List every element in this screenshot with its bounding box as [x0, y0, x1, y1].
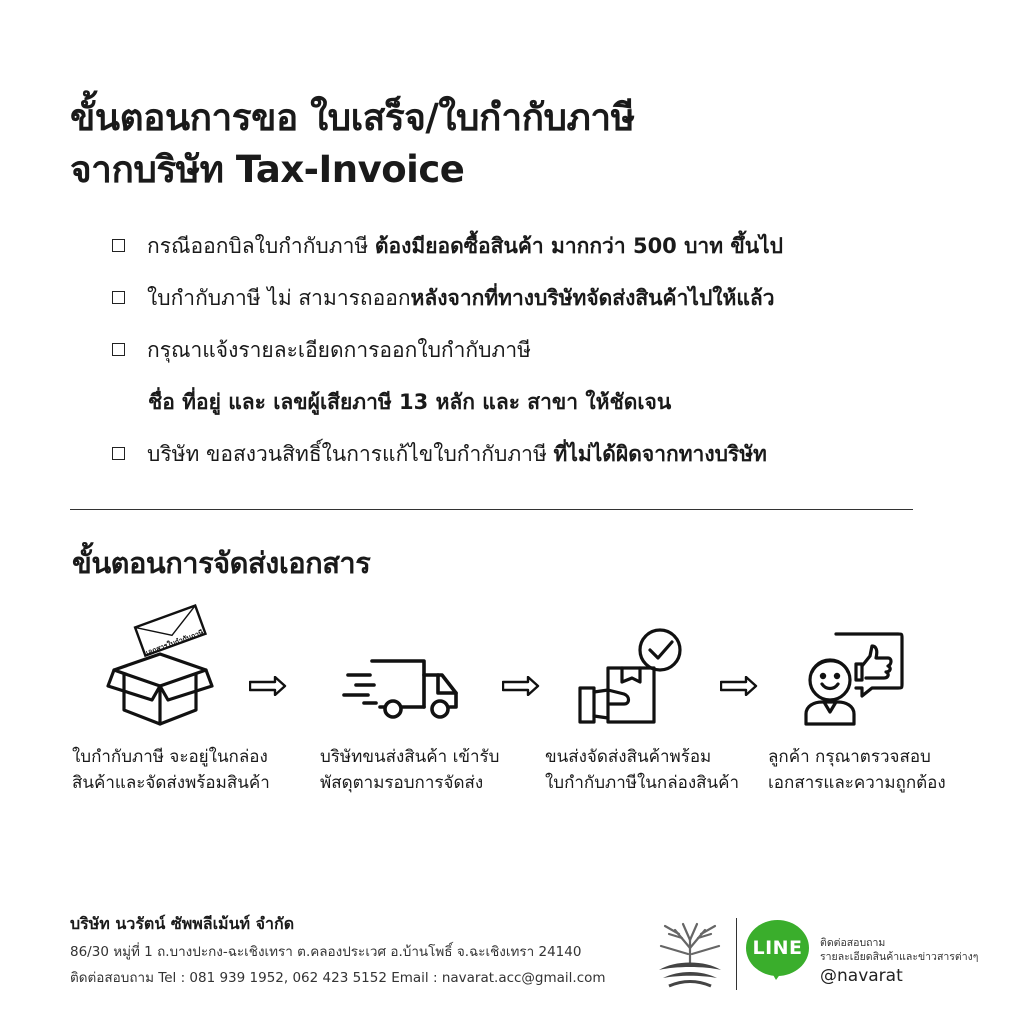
checkbox-square-icon: [112, 291, 125, 304]
list-item: กรุณาแจ้งรายละเอียดการออกใบกำกับภาษี: [112, 336, 992, 364]
arrow-right-icon: [249, 676, 287, 696]
step-4-caption: ลูกค้า กรุณาตรวจสอบ เอกสารและความถูกต้อง: [768, 747, 946, 793]
conditions-list: [112, 226, 992, 468]
hand-box-check-icon: [578, 626, 684, 726]
footer-separator: [736, 918, 737, 990]
checkbox-square-icon: [112, 343, 125, 356]
delivery-truck-icon: [340, 655, 462, 723]
open-box-with-envelope-icon: [104, 600, 216, 726]
list-item: ใบกำกับภาษี ไม่ สามารถออกหลังจากที่ทางบริษัทจัดส่งสินค้าไปให้แล้ว: [112, 284, 992, 312]
company-address: 86/30 หมู่ที่ 1 ถ.บางปะกง-ฉะเชิงเทรา ต.คลองประเวศ อ.บ้านโพธิ์ จ.ฉะเชิงเทรา 24140: [70, 944, 582, 960]
page-title: [70, 92, 635, 196]
section-title: ขั้นตอนการจัดส่งเอกสาร: [72, 546, 371, 580]
divider: [70, 509, 913, 510]
company-name: บริษัท นวรัตน์ ซัพพลีเม้นท์ จำกัด: [70, 914, 295, 933]
line-logo-tail: [768, 966, 786, 980]
list-item: บริษัท ขอสงวนสิทธิ์ในการแก้ไขใบกำกับภาษี ที่ไม่ได้ผิดจากทางบริษัท: [112, 440, 992, 468]
tree-logo-icon: [655, 918, 725, 990]
line-contact-label: ติดต่อสอบถาม: [820, 937, 886, 949]
arrow-right-icon: [502, 676, 540, 696]
step-1-caption: ใบกำกับภาษี จะอยู่ในกล่อง สินค้าและจัดส่งพร้อมสินค้า: [72, 747, 270, 793]
page-title-line1: ขั้นตอนการขอ ใบเสร็จ/ใบกำกับภาษี: [70, 96, 635, 139]
company-contact: ติดต่อสอบถาม Tel : 081 939 1952, 062 423 5152 Email : navarat.acc@gmail.com: [70, 970, 606, 986]
customer-thumbs-up-icon: [800, 630, 906, 726]
step-2-caption: บริษัทขนส่งสินค้า เข้ารับ พัสดุตามรอบการจัดส่ง: [320, 747, 500, 793]
line-logo: LINE: [746, 920, 809, 976]
checkbox-square-icon: [112, 447, 125, 460]
list-item-detail: ชื่อ ที่อยู่ และ เลขผู้เสียภาษี 13 หลัก และ สาขา ให้ชัดเจน: [148, 390, 672, 414]
arrow-right-icon: [720, 676, 758, 696]
line-handle: @navarat: [820, 966, 903, 986]
checkbox-square-icon: [112, 239, 125, 252]
page-title-line2: จากบริษัท Tax-Invoice: [70, 148, 465, 191]
list-item: กรณีออกบิลใบกำกับภาษี ต้องมียอดซื้อสินค้า มากกว่า 500 บาท ขึ้นไป: [112, 232, 992, 260]
step-3-caption: ขนส่งจัดส่งสินค้าพร้อม ใบกำกับภาษีในกล่องสินค้า: [545, 747, 740, 793]
envelope-label: เอกสารใบกำกับภาษี: [144, 628, 205, 657]
line-contact-detail: รายละเอียดสินค้าและข่าวสารต่างๆ: [820, 951, 979, 963]
